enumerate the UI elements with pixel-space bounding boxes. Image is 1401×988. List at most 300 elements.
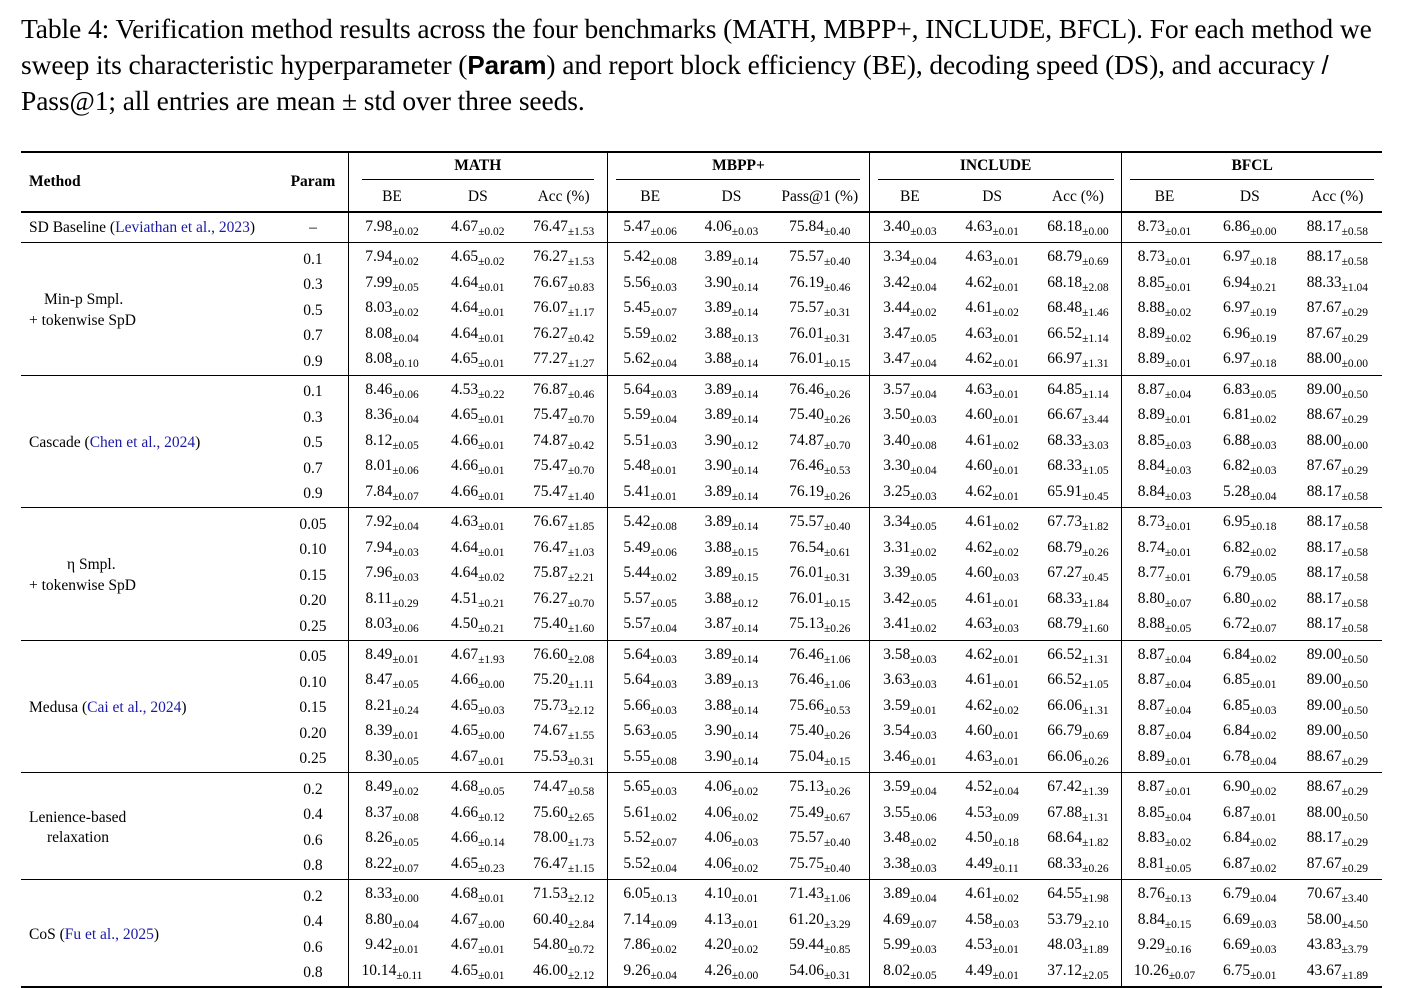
mean-value: 4.64: [451, 564, 479, 581]
value-cell: [520, 696, 607, 722]
param-value: 0.1: [278, 247, 348, 273]
std-value: ±1.17: [567, 307, 595, 319]
value-cell: [692, 803, 770, 829]
std-value: ±0.69: [1082, 730, 1109, 742]
value-cell: [1122, 482, 1207, 508]
std-value: ±0.01: [392, 730, 419, 742]
mean-value: 8.73: [1137, 248, 1165, 265]
value-cell: [348, 380, 435, 406]
value-cell: [950, 298, 1035, 324]
std-value: ±0.13: [731, 332, 759, 345]
value-cell: [520, 563, 607, 589]
table-caption: [21, 11, 1386, 119]
value-cell: [950, 828, 1035, 854]
value-cell: [870, 961, 950, 988]
citation-link: Leviathan et al., 2023: [115, 218, 250, 236]
std-value: ±3.40: [1341, 893, 1369, 905]
mean-value: 5.62: [623, 350, 651, 367]
std-value: ±1.06: [824, 679, 851, 691]
value-cell: [770, 828, 869, 854]
mean-value: 70.67: [1306, 885, 1342, 902]
value-cell: [607, 563, 692, 589]
param-value: 0.4: [278, 910, 348, 936]
header-method: Method: [29, 173, 81, 190]
mean-value: 3.40: [883, 217, 911, 235]
std-value: ±0.08: [910, 439, 937, 452]
value-cell: [607, 380, 692, 406]
value-cell: [1293, 777, 1382, 803]
table-row: [21, 380, 1382, 406]
mean-value: 4.68: [451, 778, 479, 795]
mean-value: 71.53: [532, 885, 568, 902]
value-cell: [348, 777, 435, 803]
std-value: ±0.04: [650, 969, 677, 982]
value-cell: [870, 431, 950, 457]
mean-value: 5.57: [623, 589, 651, 607]
mean-value: 7.99: [365, 273, 393, 291]
mean-value: 74.47: [532, 778, 568, 795]
value-cell: [692, 645, 770, 671]
std-value: ±0.03: [1250, 439, 1277, 452]
value-cell: [950, 212, 1035, 243]
value-cell: [1293, 456, 1382, 482]
value-cell: [435, 247, 520, 273]
value-cell: [950, 431, 1035, 457]
header-group-bfcl: BFCL: [1122, 152, 1382, 183]
mean-value: 3.30: [883, 457, 911, 474]
mean-value: 67.42: [1047, 778, 1083, 795]
std-value: ±1.39: [1082, 786, 1109, 798]
value-cell: [348, 696, 435, 722]
std-value: ±0.15: [1164, 918, 1192, 931]
value-cell: [520, 538, 607, 564]
param-value: 0.20: [278, 589, 348, 615]
std-value: ±0.03: [910, 414, 937, 426]
std-value: ±0.01: [992, 755, 1019, 768]
value-cell: [1122, 721, 1207, 747]
value-cell: [1035, 324, 1122, 350]
mean-value: 76.47: [532, 217, 568, 235]
mean-value: 66.06: [1047, 747, 1083, 765]
mean-value: 8.89: [1137, 406, 1165, 423]
mean-value: 75.49: [789, 803, 824, 821]
value-cell: [950, 961, 1035, 988]
std-value: ±0.15: [824, 358, 851, 370]
mean-value: 8.87: [1137, 722, 1165, 739]
mean-value: 4.50: [451, 615, 479, 632]
value-cell: [870, 212, 950, 243]
value-cell: [520, 670, 607, 696]
mean-value: 8.87: [1137, 645, 1165, 663]
std-value: ±1.93: [478, 653, 505, 666]
mean-value: 4.53: [451, 380, 479, 398]
method-label-line1: Lenience-based: [29, 808, 127, 826]
value-cell: [950, 935, 1035, 961]
method-name: [21, 777, 278, 880]
mean-value: 4.49: [965, 961, 993, 979]
std-value: ±0.00: [1082, 225, 1109, 238]
value-cell: [607, 273, 692, 299]
value-cell: [348, 854, 435, 880]
value-cell: [1122, 380, 1207, 406]
std-value: ±0.05: [650, 597, 677, 610]
mean-value: 5.44: [623, 564, 651, 581]
std-value: ±0.50: [1341, 653, 1369, 666]
mean-value: 10.14: [361, 961, 397, 979]
std-value: ±1.82: [1082, 521, 1109, 533]
std-value: ±0.05: [910, 597, 937, 610]
value-cell: [1035, 512, 1122, 538]
value-cell: [950, 273, 1035, 299]
value-cell: [1293, 405, 1382, 431]
mean-value: 3.47: [883, 324, 911, 342]
table-row: [21, 247, 1382, 273]
value-cell: [870, 380, 950, 406]
std-value: ±0.06: [392, 388, 419, 401]
value-cell: [770, 380, 869, 406]
value-cell: [1122, 854, 1207, 880]
mean-value: 8.11: [365, 589, 393, 607]
std-value: ±0.15: [824, 597, 851, 610]
value-cell: [1207, 405, 1293, 431]
std-value: ±0.02: [1250, 730, 1277, 742]
std-value: ±0.00: [1341, 358, 1369, 370]
value-cell: [1035, 747, 1122, 773]
std-value: ±0.02: [992, 521, 1019, 533]
mean-value: 4.65: [451, 248, 479, 265]
std-value: ±0.05: [392, 281, 419, 294]
value-cell: [435, 456, 520, 482]
value-cell: [950, 910, 1035, 936]
value-cell: [870, 828, 950, 854]
value-cell: [1207, 324, 1293, 350]
std-value: ±0.15: [731, 572, 759, 584]
value-cell: [1122, 405, 1207, 431]
std-value: ±0.58: [1341, 225, 1369, 238]
value-cell: [435, 854, 520, 880]
mean-value: 8.02: [883, 961, 911, 979]
value-cell: [520, 777, 607, 803]
value-cell: [1122, 884, 1207, 910]
value-cell: [1035, 431, 1122, 457]
std-value: ±0.31: [567, 755, 595, 768]
mean-value: 5.66: [623, 696, 651, 714]
value-cell: [1035, 482, 1122, 508]
std-value: ±0.11: [992, 862, 1019, 875]
std-value: ±0.46: [567, 388, 595, 401]
mean-value: 4.06: [704, 217, 732, 235]
std-value: ±1.31: [1082, 811, 1109, 824]
std-value: ±0.70: [824, 439, 851, 452]
std-value: ±0.67: [824, 811, 851, 824]
std-value: ±0.58: [1341, 256, 1369, 268]
value-cell: [950, 589, 1035, 615]
table-row: [21, 645, 1382, 671]
value-cell: [1293, 589, 1382, 615]
value-cell: [435, 777, 520, 803]
value-cell: [348, 247, 435, 273]
mean-value: 4.61: [965, 671, 993, 688]
std-value: ±0.01: [478, 490, 505, 503]
mean-value: 5.64: [623, 645, 651, 663]
mean-value: 75.57: [789, 513, 824, 530]
mean-value: 75.13: [789, 778, 824, 795]
value-cell: [950, 670, 1035, 696]
value-cell: [692, 431, 770, 457]
mean-value: 76.07: [532, 299, 568, 316]
value-cell: [870, 512, 950, 538]
value-cell: [1122, 298, 1207, 324]
std-value: ±0.58: [1341, 597, 1369, 610]
value-cell: [1122, 961, 1207, 988]
mean-value: 68.79: [1047, 248, 1083, 265]
std-value: ±0.01: [478, 358, 505, 370]
value-cell: [692, 273, 770, 299]
value-cell: [1207, 273, 1293, 299]
value-cell: [1122, 777, 1207, 803]
std-value: ±0.02: [1164, 837, 1192, 849]
mean-value: 3.89: [704, 299, 732, 316]
value-cell: [770, 670, 869, 696]
std-value: ±0.01: [478, 281, 505, 294]
mean-value: 3.90: [704, 747, 732, 765]
mean-value: 4.63: [451, 513, 479, 530]
std-value: ±0.01: [478, 521, 505, 533]
std-value: ±0.58: [1341, 572, 1369, 584]
std-value: ±0.03: [992, 918, 1019, 931]
mean-value: 3.44: [883, 299, 911, 316]
std-value: ±0.04: [1164, 653, 1192, 666]
value-cell: [1207, 380, 1293, 406]
mean-value: 6.84: [1223, 829, 1251, 846]
mean-value: 4.06: [704, 829, 732, 846]
std-value: ±0.03: [1164, 490, 1192, 503]
value-cell: [1122, 589, 1207, 615]
std-value: ±1.04: [1341, 281, 1369, 294]
value-cell: [1293, 212, 1382, 243]
value-cell: [435, 482, 520, 508]
value-cell: [950, 777, 1035, 803]
std-value: ±0.02: [1164, 307, 1192, 319]
value-cell: [435, 405, 520, 431]
std-value: ±0.01: [478, 969, 505, 982]
value-cell: [1207, 828, 1293, 854]
mean-value: 75.40: [789, 722, 824, 739]
std-value: ±0.01: [1164, 755, 1192, 768]
mean-value: 71.43: [789, 885, 824, 902]
value-cell: [870, 935, 950, 961]
table-row-sd-baseline: [21, 212, 1382, 243]
mean-value: 6.83: [1223, 380, 1251, 398]
std-value: ±0.04: [910, 465, 937, 477]
std-value: ±0.02: [910, 307, 937, 319]
value-cell: [770, 273, 869, 299]
std-value: ±0.40: [824, 256, 851, 268]
value-cell: [692, 482, 770, 508]
mean-value: 6.97: [1223, 299, 1251, 316]
std-value: ±2.65: [567, 811, 595, 824]
value-cell: [1035, 614, 1122, 640]
std-value: ±1.27: [567, 358, 595, 370]
mean-value: 8.87: [1137, 671, 1165, 688]
value-cell: [348, 935, 435, 961]
std-value: ±0.45: [1082, 572, 1109, 584]
mean-value: 3.89: [704, 645, 732, 663]
std-value: ±0.03: [1250, 465, 1277, 477]
value-cell: [692, 380, 770, 406]
mean-value: 3.89: [883, 885, 911, 902]
mean-value: 8.76: [1137, 885, 1165, 902]
value-cell: [1122, 563, 1207, 589]
std-value: ±0.69: [1082, 256, 1109, 268]
citation-link: Cai et al., 2024: [87, 699, 182, 716]
value-cell: [520, 482, 607, 508]
value-cell: [520, 935, 607, 961]
value-cell: [435, 431, 520, 457]
mean-value: 4.64: [451, 538, 479, 556]
value-cell: [692, 935, 770, 961]
std-value: ±0.00: [478, 918, 505, 931]
mean-value: 3.58: [883, 645, 911, 663]
value-cell: [770, 512, 869, 538]
std-value: ±1.06: [824, 893, 851, 905]
std-value: ±0.70: [567, 414, 595, 426]
method-label-line1: Min-p Smpl.: [44, 291, 124, 309]
mean-value: 3.89: [704, 482, 732, 500]
std-value: ±1.53: [567, 256, 595, 268]
std-value: ±0.02: [1250, 862, 1277, 875]
param-value: 0.05: [278, 645, 348, 671]
value-cell: [1035, 247, 1122, 273]
mean-value: 6.05: [623, 885, 651, 902]
mean-value: 8.87: [1137, 696, 1165, 714]
value-cell: [607, 935, 692, 961]
mean-value: 8.74: [1137, 538, 1165, 556]
value-cell: [435, 273, 520, 299]
value-cell: [1293, 645, 1382, 671]
method-label-close: ): [195, 434, 201, 451]
value-cell: [950, 614, 1035, 640]
method-label-close: ): [181, 699, 187, 716]
std-value: ±0.02: [910, 546, 937, 559]
mean-value: 4.60: [965, 564, 993, 581]
value-cell: [348, 910, 435, 936]
value-cell: [1293, 696, 1382, 722]
value-cell: [435, 935, 520, 961]
std-value: ±0.58: [1341, 623, 1369, 635]
std-value: ±0.18: [1250, 358, 1277, 370]
mean-value: 4.58: [965, 910, 993, 928]
mean-value: 5.42: [623, 248, 651, 265]
mean-value: 78.00: [532, 829, 568, 846]
mean-value: 43.67: [1306, 961, 1342, 979]
value-cell: [520, 803, 607, 829]
mean-value: 64.85: [1047, 380, 1083, 398]
std-value: ±0.03: [1164, 439, 1192, 452]
param-value: 0.7: [278, 456, 348, 482]
value-cell: [520, 247, 607, 273]
mean-value: 8.39: [365, 722, 393, 739]
value-cell: [1035, 777, 1122, 803]
mean-value: 8.49: [365, 778, 393, 795]
mean-value: 3.88: [704, 696, 732, 714]
mean-value: 76.01: [789, 350, 824, 367]
method-label: SD Baseline (: [29, 218, 116, 236]
std-value: ±0.05: [392, 837, 419, 849]
value-cell: [348, 589, 435, 615]
value-cell: [348, 273, 435, 299]
std-value: ±3.29: [824, 918, 851, 931]
std-value: ±1.53: [567, 225, 595, 238]
mean-value: 68.33: [1047, 457, 1083, 474]
mean-value: 88.33: [1306, 273, 1342, 291]
value-cell: [870, 538, 950, 564]
mean-value: 8.83: [1137, 829, 1165, 846]
std-value: ±0.04: [1250, 893, 1277, 905]
method-label-line2: + tokenwise SpD: [29, 311, 136, 329]
mean-value: 6.84: [1223, 645, 1251, 663]
std-value: ±0.00: [1250, 225, 1277, 238]
value-cell: [348, 324, 435, 350]
mean-value: 8.89: [1137, 350, 1165, 367]
mean-value: 6.69: [1223, 936, 1251, 953]
std-value: ±0.02: [392, 307, 419, 319]
std-value: ±0.23: [478, 862, 505, 875]
std-value: ±0.18: [1250, 256, 1277, 268]
std-value: ±0.07: [910, 918, 937, 931]
value-cell: [1207, 884, 1293, 910]
mean-value: 6.82: [1223, 538, 1251, 556]
caption-label: Table 4:: [21, 13, 110, 44]
std-value: ±0.04: [910, 358, 937, 370]
std-value: ±0.03: [910, 225, 937, 238]
value-cell: [435, 349, 520, 375]
std-value: ±0.26: [824, 623, 851, 635]
std-value: ±0.03: [650, 704, 677, 717]
mean-value: 3.90: [704, 273, 732, 291]
mean-value: 4.63: [965, 747, 993, 765]
mean-value: 6.86: [1223, 217, 1251, 235]
value-cell: [520, 431, 607, 457]
std-value: ±0.05: [910, 521, 937, 533]
std-value: ±0.07: [392, 862, 419, 875]
std-value: ±2.12: [567, 969, 595, 982]
mean-value: 8.89: [1137, 747, 1165, 765]
value-cell: [1293, 828, 1382, 854]
std-value: ±0.21: [1250, 281, 1277, 294]
mean-value: 87.67: [1306, 324, 1342, 342]
mean-value: 76.27: [532, 589, 568, 607]
std-value: ±0.02: [1250, 546, 1277, 559]
std-value: ±0.01: [1164, 414, 1192, 426]
value-cell: [870, 721, 950, 747]
method-name: [21, 645, 278, 773]
mean-value: 58.00: [1306, 910, 1342, 928]
std-value: ±0.06: [392, 465, 419, 477]
mean-value: 4.62: [965, 350, 993, 367]
std-value: ±1.85: [567, 521, 595, 533]
std-value: ±0.07: [1164, 597, 1192, 610]
std-value: ±0.07: [650, 837, 677, 849]
std-value: ±0.01: [1164, 572, 1192, 584]
std-value: ±0.02: [992, 893, 1019, 905]
mean-value: 4.68: [451, 885, 479, 902]
value-cell: [1207, 247, 1293, 273]
mean-value: 5.52: [623, 854, 651, 872]
mean-value: 8.85: [1137, 431, 1165, 449]
value-cell: [435, 298, 520, 324]
std-value: ±0.12: [478, 811, 505, 824]
